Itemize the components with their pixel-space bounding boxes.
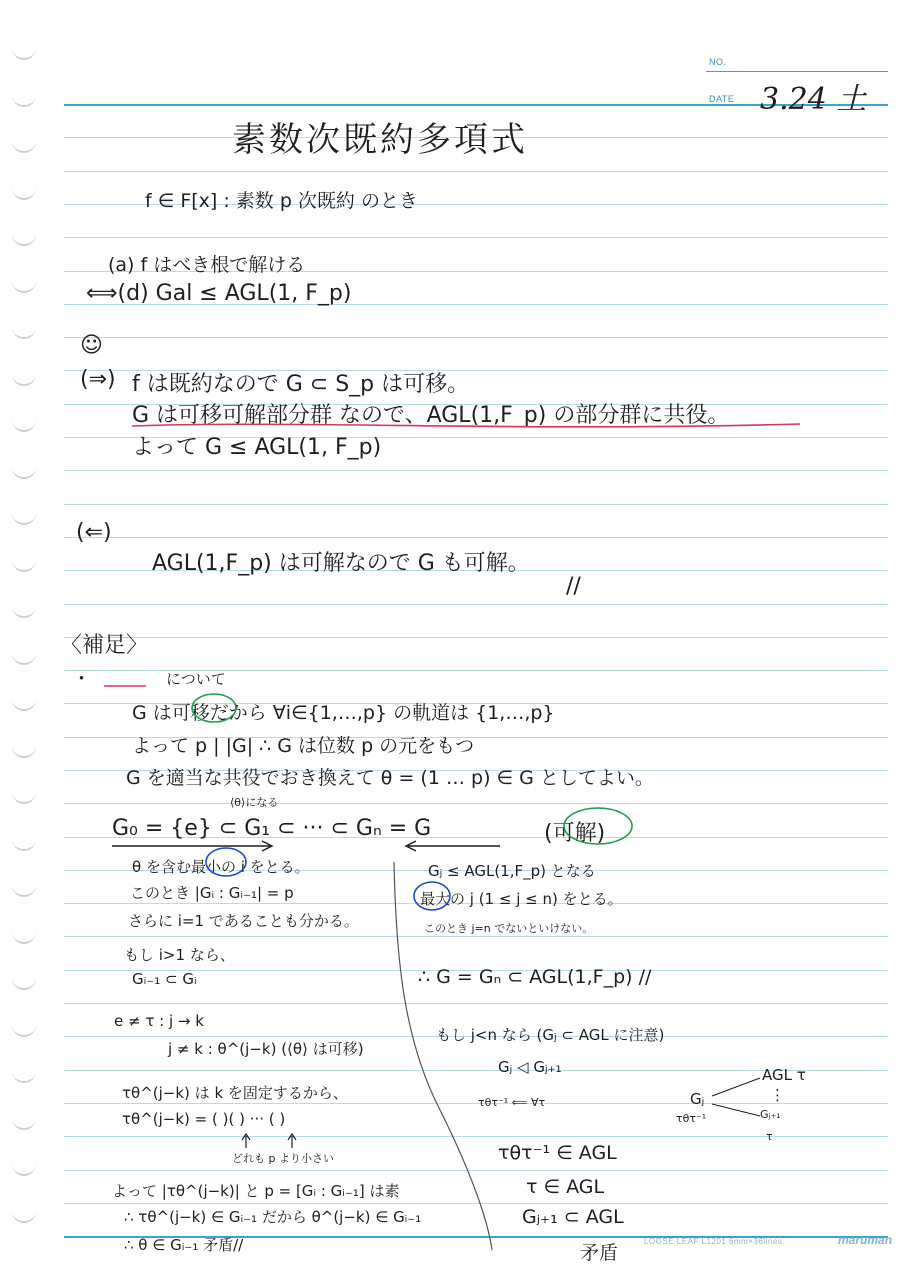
supplement-line-1: G は可移だから ∀i∈{1,…,p} の軌道は {1,…,p} — [132, 702, 555, 724]
footer-brand: maruman — [838, 1233, 893, 1247]
right-j: Gⱼ₊₁ ⊂ AGL — [522, 1206, 624, 1228]
right-g: τθτ⁻¹ ⟸ ∀τ — [478, 1096, 546, 1109]
left-h: τθ^(j−k) は k を固定するから、 — [122, 1084, 348, 1102]
premise: f ∈ F[x] : 素数 p 次既約 のとき — [145, 190, 418, 212]
statement-d: ⟺(d) Gal ≤ AGL(1, F_p) — [86, 281, 352, 306]
green-circle-transitive — [192, 694, 236, 722]
forward-head: (⇒) — [80, 367, 116, 392]
left-m: ∴ θ ∈ Gᵢ₋₁ 矛盾// — [124, 1236, 244, 1254]
left-j: どれも p より小さい — [232, 1152, 334, 1165]
left-a: θ を含む最小の i をとる。 — [132, 858, 310, 876]
right-h: τθτ⁻¹ ∈ AGL — [498, 1142, 617, 1164]
right-k: 矛盾 — [580, 1242, 619, 1264]
smiley-icon: ☺ — [80, 333, 103, 358]
supplement-bullet: ・ — [72, 668, 92, 690]
left-e: Gᵢ₋₁ ⊂ Gᵢ — [132, 970, 197, 988]
green-circle-solvable — [564, 808, 632, 844]
diagram-conj: τθτ⁻¹ — [676, 1112, 707, 1125]
diagram-agl: AGL τ — [762, 1066, 806, 1084]
red-underline — [132, 424, 800, 427]
date-value: 3.24 土 — [760, 82, 867, 117]
diagram-gj: Gⱼ — [690, 1090, 705, 1108]
blue-circle-maximal — [414, 882, 450, 910]
page-title: 素数次既約多項式 — [232, 120, 528, 160]
left-d: もし i>1 なら、 — [124, 946, 235, 964]
cycle-arrow-1 — [242, 1134, 250, 1148]
diagram-dots: ⋮ — [770, 1086, 785, 1104]
right-f: Gⱼ ◁ Gⱼ₊₁ — [498, 1058, 562, 1076]
right-i: τ ∈ AGL — [526, 1176, 605, 1198]
left-g: j ≠ k : θ^(j−k) (⟨θ⟩ は可移) — [168, 1040, 364, 1058]
backward-head: (⇐) — [76, 520, 112, 545]
left-l: ∴ τθ^(j−k) ∈ Gᵢ₋₁ だから θ^(j−k) ∈ Gᵢ₋₁ — [124, 1208, 422, 1226]
chain-note: ⟨θ⟩になる — [230, 796, 279, 809]
diagram-edge-up — [712, 1078, 760, 1096]
supplement-line-3: G を適当な共役でおき換えて θ = (1 … p) ∈ G としてよい。 — [126, 767, 654, 789]
subgroup-chain: G₀ = {e} ⊂ G₁ ⊂ ··· ⊂ Gₙ = G — [112, 816, 432, 841]
diagram-gj1: Gⱼ₊₁ — [760, 1108, 781, 1121]
right-e: もし j<n なら (Gⱼ ⊂ AGL に注意) — [436, 1026, 665, 1044]
divider-line — [394, 862, 492, 1250]
diagram-tau: τ — [766, 1130, 773, 1143]
cycle-arrow-2 — [288, 1134, 296, 1148]
chain-solvable: (可解) — [544, 821, 606, 846]
right-d: ∴ G = Gₙ ⊂ AGL(1,F_p) // — [418, 966, 652, 988]
right-b: 最大の j (1 ≤ j ≤ n) をとる。 — [420, 890, 623, 908]
date-label: DATE — [709, 94, 735, 104]
backward-line-1: AGL(1,F_p) は可解なので G も可解。 — [152, 551, 530, 576]
left-i: τθ^(j−k) = ( )( ) ··· ( ) — [122, 1110, 286, 1128]
forward-line-3: よって G ≤ AGL(1, F_p) — [132, 435, 382, 460]
left-f: e ≠ τ : j → k — [114, 1012, 204, 1030]
left-c: さらに i=1 であることも分かる。 — [128, 912, 359, 930]
statement-a: (a) f はべき根で解ける — [108, 254, 306, 276]
supplement-about: について — [166, 670, 226, 688]
arrow-right — [112, 841, 272, 851]
forward-line-1: f は既約なので G ⊂ S_p は可移。 — [132, 372, 470, 397]
supplement-heading: 〈補足〉 — [60, 633, 149, 658]
right-c: このとき j=n でないといけない。 — [424, 922, 594, 935]
right-a: Gⱼ ≤ AGL(1,F_p) となる — [428, 862, 596, 880]
blue-circle-minimal — [206, 848, 246, 876]
forward-line-2: G は可移可解部分群 なので、AGL(1,F_p) の部分群に共役。 — [132, 403, 730, 428]
footer-product: LOOSE LEAF L1201 6mm×36lines — [644, 1237, 783, 1246]
arrow-left — [406, 841, 500, 851]
no-label: NO. — [709, 57, 727, 67]
left-k: よって |τθ^(j−k)| と p = [Gᵢ : Gᵢ₋₁] は素 — [112, 1182, 400, 1200]
supplement-line-2: よって p | |G| ∴ G は位数 p の元をもつ — [132, 735, 475, 757]
backward-end-mark: // — [566, 574, 581, 599]
diagram-edge-down — [712, 1104, 760, 1116]
left-b: このとき |Gᵢ : Gᵢ₋₁| = p — [130, 884, 294, 902]
